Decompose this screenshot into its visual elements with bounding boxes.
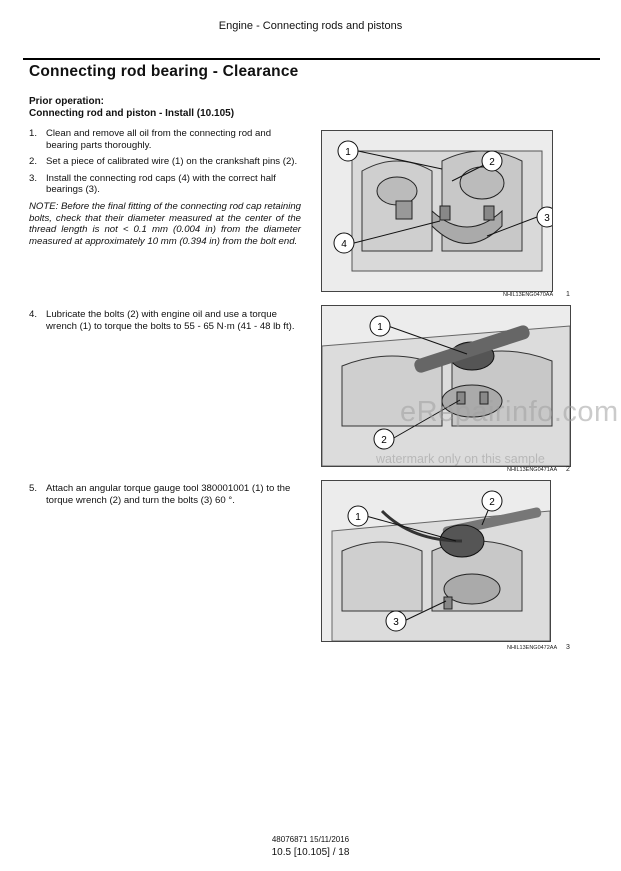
step-text: Lubricate the bolts (2) with engine oil and use a torque wrench (1) to torque the bolts to 55 - 65 N·m (41 - 48 lb ft). — [46, 309, 295, 332]
step-text: Attach an angular torque gauge tool 380001001 (1) to the torque wrench (2) and turn the bolts (3) 60 °. — [46, 483, 291, 506]
callout-label: 1 — [345, 147, 351, 158]
steps-group-2 — [29, 309, 301, 337]
figure-1-code: NHIL13ENG0470AA — [503, 292, 554, 298]
step-number: 1. — [29, 128, 38, 139]
step-text: Install the connecting rod caps (4) with the correct half bearings (3). — [46, 172, 276, 196]
figure-1-image — [321, 130, 553, 292]
figure-2-image — [321, 305, 571, 467]
callout-label: 4 — [341, 239, 347, 250]
step-number: 4. — [29, 309, 38, 320]
section-title: Connecting rod bearing - Clearance — [29, 63, 299, 80]
callout-label: 2 — [489, 497, 495, 508]
watermark: eRepairinfo.com — [400, 396, 619, 428]
step-number: 3. — [29, 172, 38, 184]
note-text: NOTE: Before the final fitting of the connecting rod cap retaining bolts, check that their diameter measured at the center of the thread length is not < 0.1 mm (0.004 in) from the diameter measured at approximately 10 mm (0.394 in) from the bolt end. — [29, 200, 301, 247]
callout-label: 3 — [544, 213, 550, 224]
steps-group-1 — [29, 128, 301, 247]
footer-page-number: 10.5 [10.105] / 18 — [271, 847, 350, 858]
callout-label: 1 — [355, 512, 361, 523]
step-text: Set a piece of calibrated wire (1) on the crankshaft pins (2). — [46, 156, 298, 168]
prior-operation-label: Prior operation: — [29, 96, 105, 107]
figure-3-code: NHIL13ENG0472AA — [507, 645, 558, 651]
steps-group-3 — [29, 483, 301, 511]
step-1 — [29, 128, 301, 151]
callout-label: 3 — [393, 617, 399, 628]
watermark-subtext: watermark only on this sample — [376, 452, 545, 466]
callout-label: 2 — [381, 435, 387, 446]
prior-operation-link[interactable]: Connecting rod and piston - Install (10.105) — [29, 108, 235, 119]
step-5 — [29, 483, 301, 506]
prior-operation — [29, 96, 234, 120]
page-header: Engine - Connecting rods and pistons — [218, 20, 403, 32]
title-divider — [23, 58, 600, 60]
step-number: 2. — [29, 156, 38, 168]
step-text: Clean and remove all oil from the connecting rod and bearing parts thoroughly. — [46, 128, 272, 151]
figure-2-code: NHIL13ENG0471AA — [507, 467, 558, 473]
step-number: 5. — [29, 483, 38, 494]
footer-document-code: 48076871 15/11/2016 — [271, 835, 350, 844]
figure-3-number: 3 — [566, 644, 570, 651]
figure-2-number: 2 — [566, 466, 570, 473]
step-4 — [29, 309, 301, 332]
step-2 — [29, 156, 301, 168]
figure-3-image — [321, 480, 551, 642]
callout-label: 1 — [377, 322, 383, 333]
figure-1-number: 1 — [566, 291, 570, 298]
callout-label: 2 — [489, 157, 495, 168]
step-3 — [29, 173, 301, 196]
